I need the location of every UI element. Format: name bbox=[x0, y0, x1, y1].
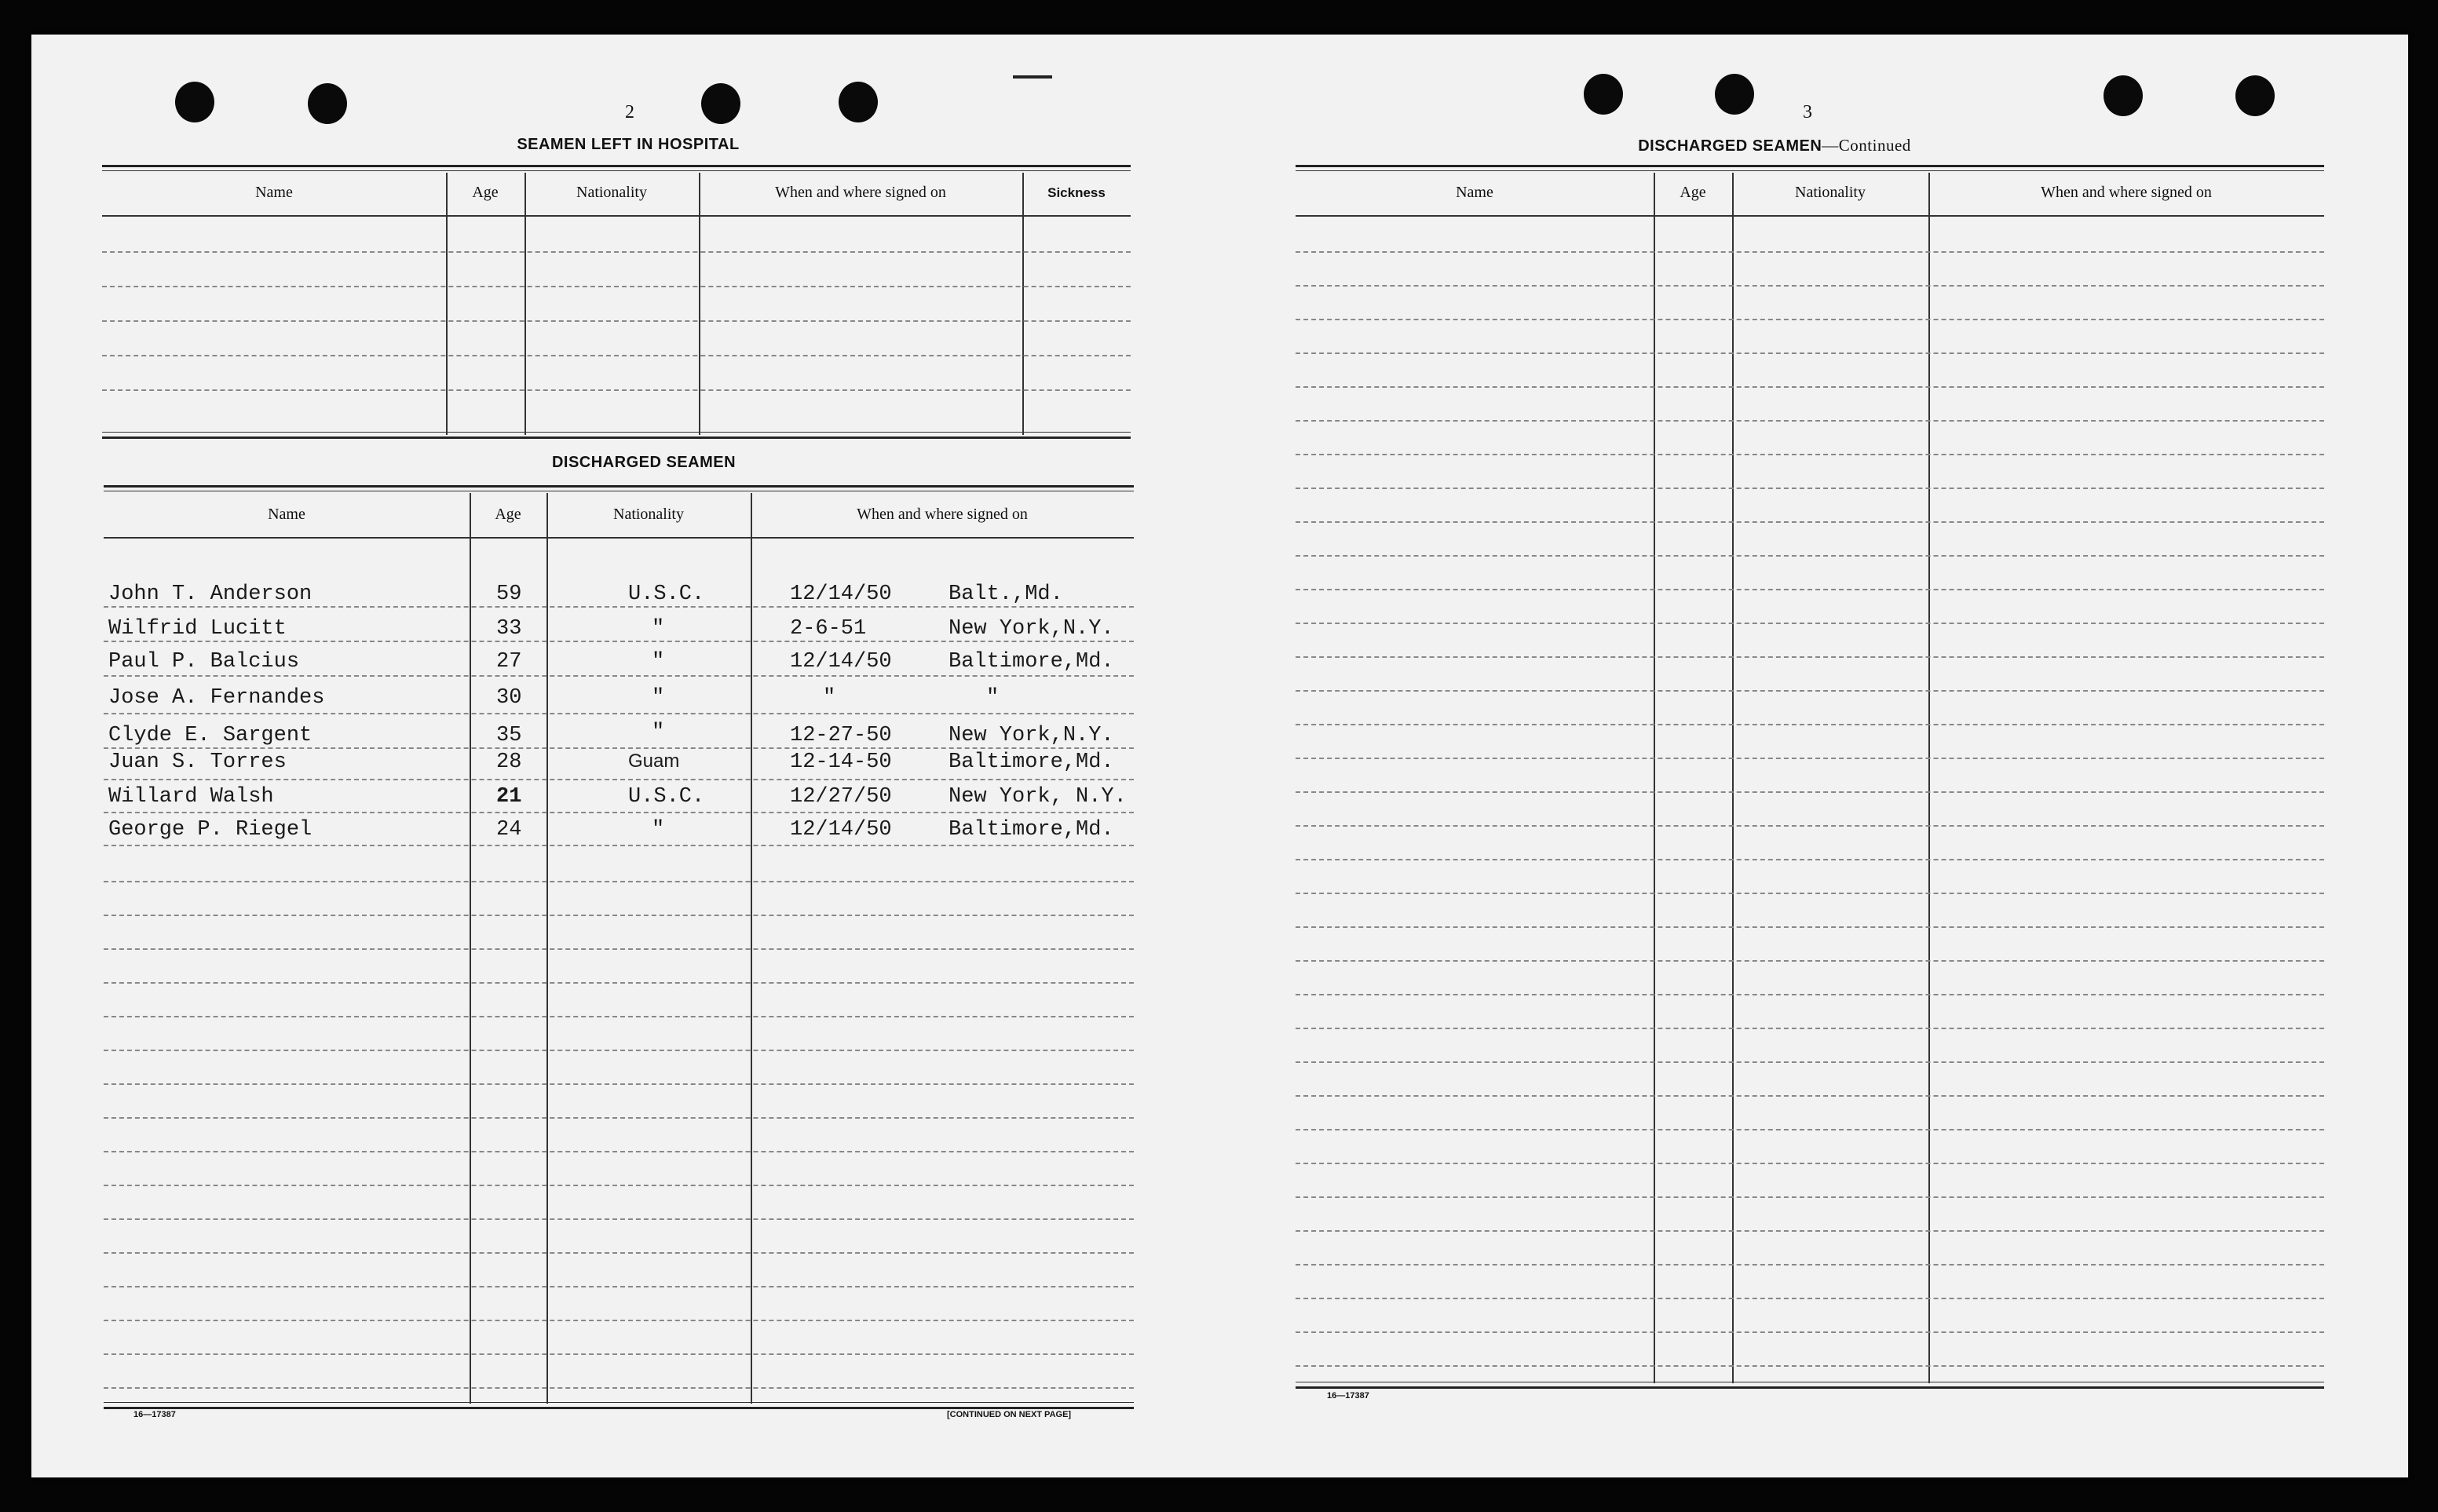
punch-hole bbox=[308, 83, 347, 124]
row-line bbox=[1296, 420, 2324, 422]
signed-on-date: 12-14-50 bbox=[790, 751, 892, 774]
right-form-number: 16—17387 bbox=[1327, 1391, 1369, 1401]
seaman-name: Juan S. Torres bbox=[108, 751, 287, 774]
discharged-table bbox=[104, 485, 1134, 1444]
table-rule bbox=[102, 432, 1131, 433]
seaman-name: George P. Riegel bbox=[108, 818, 313, 842]
row-line bbox=[1296, 521, 2324, 523]
row-line bbox=[1296, 825, 2324, 827]
right-page-number: 3 bbox=[1803, 102, 1812, 122]
col-header-name: Name bbox=[255, 184, 293, 201]
row-line bbox=[1296, 589, 2324, 590]
row-line bbox=[104, 641, 1134, 642]
row-line bbox=[102, 251, 1131, 253]
col-header-age: Age bbox=[495, 506, 521, 523]
seaman-nationality: " bbox=[652, 721, 665, 744]
column-divider bbox=[446, 173, 448, 435]
signed-on-place: Balt.,Md. bbox=[949, 583, 1063, 606]
continued-title-suffix: —Continued bbox=[1822, 136, 1911, 155]
row-line bbox=[104, 1286, 1134, 1287]
col-header-signed-on: When and where signed on bbox=[2041, 184, 2212, 201]
row-line bbox=[1296, 454, 2324, 455]
seaman-age: 33 bbox=[496, 617, 522, 641]
signed-on-date: 2-6-51 bbox=[790, 617, 867, 641]
row-line bbox=[104, 845, 1134, 846]
row-line bbox=[1296, 724, 2324, 725]
table-rule bbox=[104, 1407, 1134, 1409]
ink-mark bbox=[1013, 75, 1052, 79]
column-divider bbox=[1732, 173, 1734, 1383]
header-rule bbox=[104, 537, 1134, 539]
signed-on-place: Baltimore,Md. bbox=[949, 650, 1114, 674]
row-line bbox=[104, 1185, 1134, 1186]
column-divider bbox=[525, 173, 526, 435]
row-line bbox=[1296, 555, 2324, 557]
signed-on-place: Baltimore,Md. bbox=[949, 751, 1114, 774]
row-line bbox=[1296, 1061, 2324, 1063]
column-divider bbox=[1928, 173, 1930, 1383]
row-line bbox=[1296, 893, 2324, 894]
row-line bbox=[104, 881, 1134, 882]
row-line bbox=[102, 286, 1131, 287]
seaman-nationality: " bbox=[652, 686, 665, 710]
row-line bbox=[1296, 994, 2324, 995]
row-line bbox=[1296, 1163, 2324, 1164]
signed-on-place: Baltimore,Md. bbox=[949, 818, 1114, 842]
col-header-nationality: Nationality bbox=[576, 184, 647, 201]
row-line bbox=[1296, 960, 2324, 962]
col-header-sickness: Sickness bbox=[1047, 185, 1106, 200]
punch-hole bbox=[2235, 75, 2275, 116]
col-header-nationality: Nationality bbox=[1795, 184, 1866, 201]
row-line bbox=[104, 747, 1134, 749]
col-header-name: Name bbox=[1456, 184, 1493, 201]
seaman-nationality: Guam bbox=[628, 751, 680, 772]
signed-on-place: New York,N.Y. bbox=[949, 724, 1114, 747]
seaman-nationality: " bbox=[652, 650, 665, 674]
row-line bbox=[1296, 1129, 2324, 1130]
row-line bbox=[1296, 758, 2324, 759]
row-line bbox=[1296, 926, 2324, 928]
row-line bbox=[104, 1050, 1134, 1051]
col-header-signed-on: When and where signed on bbox=[775, 184, 946, 201]
row-line bbox=[104, 812, 1134, 813]
signed-on-date: 12-27-50 bbox=[790, 724, 892, 747]
table-rule bbox=[1296, 165, 2324, 167]
signed-on-place: " bbox=[986, 686, 1000, 710]
row-line bbox=[104, 779, 1134, 780]
row-line bbox=[1296, 1095, 2324, 1097]
punch-hole bbox=[1584, 74, 1623, 115]
seaman-age: 24 bbox=[496, 818, 522, 842]
row-line bbox=[1296, 251, 2324, 253]
seaman-age: 28 bbox=[496, 751, 522, 774]
row-line bbox=[104, 675, 1134, 677]
row-line bbox=[104, 982, 1134, 984]
continued-title-main: DISCHARGED SEAMEN bbox=[1638, 137, 1822, 155]
row-line bbox=[1296, 859, 2324, 860]
row-line bbox=[104, 713, 1134, 714]
column-divider bbox=[1022, 173, 1024, 435]
row-line bbox=[104, 1320, 1134, 1321]
row-line bbox=[1296, 791, 2324, 793]
signed-on-date: " bbox=[823, 686, 836, 710]
row-line bbox=[1296, 623, 2324, 624]
row-line bbox=[1296, 488, 2324, 489]
row-line bbox=[1296, 285, 2324, 287]
seaman-name: Clyde E. Sargent bbox=[108, 724, 313, 747]
seaman-name: John T. Anderson bbox=[108, 583, 313, 606]
row-line bbox=[104, 1353, 1134, 1355]
col-header-name: Name bbox=[268, 506, 305, 523]
seaman-name: Willard Walsh bbox=[108, 785, 274, 809]
punch-hole bbox=[839, 82, 878, 122]
column-divider bbox=[1654, 173, 1655, 1383]
seaman-age: 21 bbox=[496, 785, 522, 809]
row-line bbox=[1296, 352, 2324, 354]
column-divider bbox=[699, 173, 700, 435]
table-rule bbox=[104, 485, 1134, 488]
row-line bbox=[104, 948, 1134, 950]
seaman-name: Jose A. Fernandes bbox=[108, 686, 325, 710]
discharged-continued-table bbox=[1296, 165, 2324, 1421]
table-rule bbox=[102, 165, 1131, 167]
row-line bbox=[104, 915, 1134, 916]
row-line bbox=[102, 389, 1131, 391]
row-line bbox=[104, 606, 1134, 608]
signed-on-date: 12/14/50 bbox=[790, 650, 892, 674]
ledger-sheet bbox=[31, 35, 2408, 1477]
row-line bbox=[102, 355, 1131, 356]
seaman-name: Paul P. Balcius bbox=[108, 650, 300, 674]
row-line bbox=[104, 1016, 1134, 1017]
row-line bbox=[1296, 656, 2324, 658]
table-rule bbox=[1296, 170, 2324, 171]
row-line bbox=[104, 1218, 1134, 1220]
row-line bbox=[104, 1083, 1134, 1085]
col-header-nationality: Nationality bbox=[613, 506, 684, 523]
header-rule bbox=[102, 215, 1131, 217]
left-form-number: 16—17387 bbox=[133, 1410, 176, 1419]
signed-on-place: New York, N.Y. bbox=[949, 785, 1127, 809]
seaman-nationality: " bbox=[652, 617, 665, 641]
row-line bbox=[1296, 1230, 2324, 1232]
continued-section-title bbox=[1570, 136, 1979, 155]
table-rule bbox=[102, 170, 1131, 171]
row-line bbox=[1296, 1196, 2324, 1198]
seaman-age: 59 bbox=[496, 583, 522, 606]
row-line bbox=[1296, 1365, 2324, 1367]
row-line bbox=[104, 1252, 1134, 1254]
row-line bbox=[1296, 319, 2324, 320]
row-line bbox=[1296, 1331, 2324, 1333]
col-header-age: Age bbox=[472, 184, 499, 201]
seaman-nationality: U.S.C. bbox=[628, 785, 705, 809]
punch-hole bbox=[2104, 75, 2143, 116]
table-rule bbox=[102, 436, 1131, 439]
signed-on-date: 12/14/50 bbox=[790, 583, 892, 606]
col-header-age: Age bbox=[1680, 184, 1706, 201]
signed-on-date: 12/27/50 bbox=[790, 785, 892, 809]
row-line bbox=[1296, 690, 2324, 692]
seaman-nationality: " bbox=[652, 818, 665, 842]
seaman-age: 27 bbox=[496, 650, 522, 674]
hospital-section-title: SEAMEN LEFT IN HOSPITAL bbox=[517, 136, 740, 153]
seaman-name: Wilfrid Lucitt bbox=[108, 617, 287, 641]
row-line bbox=[1296, 1028, 2324, 1029]
table-rule bbox=[1296, 1386, 2324, 1389]
signed-on-date: 12/14/50 bbox=[790, 818, 892, 842]
seaman-age: 35 bbox=[496, 724, 522, 747]
row-line bbox=[104, 1387, 1134, 1389]
left-page-number: 2 bbox=[625, 102, 634, 122]
signed-on-place: New York,N.Y. bbox=[949, 617, 1114, 641]
discharged-section-title: DISCHARGED SEAMEN bbox=[551, 454, 737, 471]
punch-hole bbox=[1715, 74, 1754, 115]
hospital-table bbox=[102, 165, 1131, 471]
punch-hole bbox=[175, 82, 214, 122]
row-line bbox=[102, 320, 1131, 322]
punch-hole bbox=[701, 83, 740, 124]
row-line bbox=[1296, 1264, 2324, 1265]
row-line bbox=[1296, 1298, 2324, 1299]
seaman-age: 30 bbox=[496, 686, 522, 710]
row-line bbox=[1296, 386, 2324, 388]
table-rule bbox=[104, 1402, 1134, 1403]
col-header-signed-on: When and where signed on bbox=[857, 506, 1028, 523]
header-rule bbox=[1296, 215, 2324, 217]
seaman-nationality: U.S.C. bbox=[628, 583, 705, 606]
continued-note: [CONTINUED ON NEXT PAGE] bbox=[947, 1410, 1072, 1419]
row-line bbox=[104, 1117, 1134, 1119]
row-line bbox=[104, 1151, 1134, 1152]
